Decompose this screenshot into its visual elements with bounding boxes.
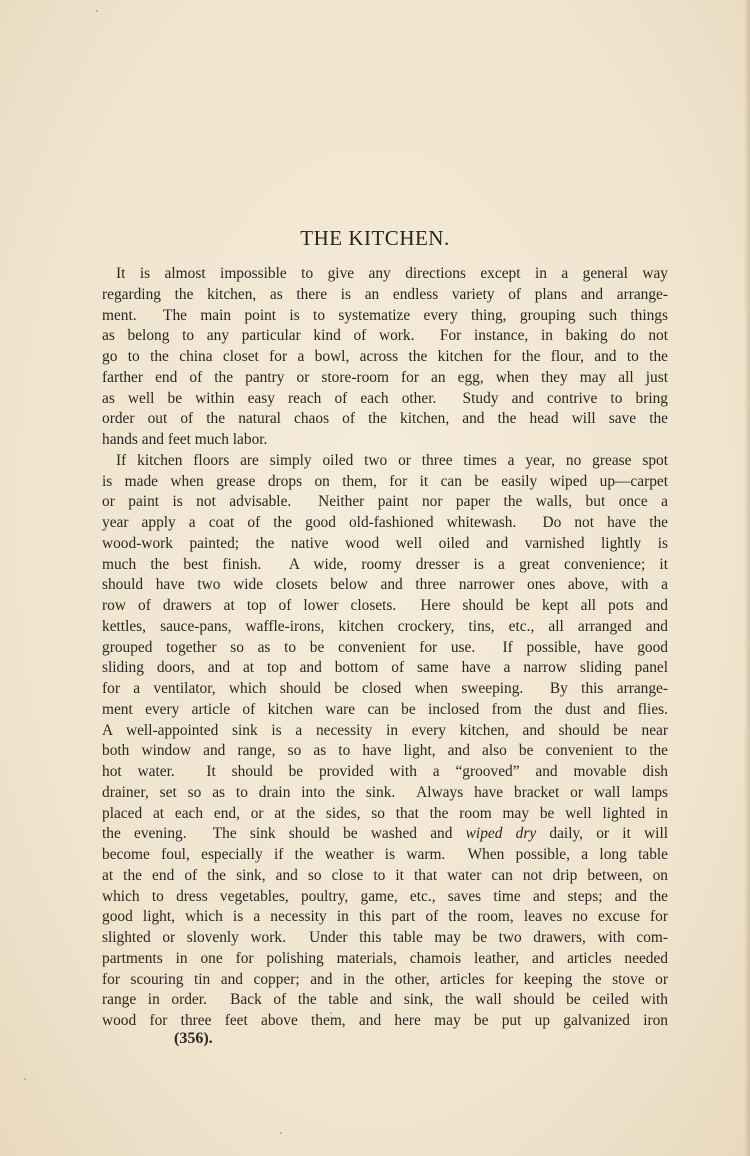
paper-speck [96,10,98,12]
text-line: much the best finish. A wide, roomy dresser is a great convenience; it [102,555,668,573]
text-line: at the end of the sink, and so close to it that water can not drip between, on [102,866,668,884]
text-line: regarding the kitchen, as there is an endless variety of plans and arrange- [102,285,668,303]
text-line: as well be within easy reach of each other. Study and contrive to bring [102,389,668,407]
text-line: range in order. Back of the table and sink, the wall should be ceiled with [102,991,668,1009]
paper-speck [24,1078,26,1080]
text-line: go to the china closet for a bowl, across the kitchen for the flour, and to the [102,348,668,365]
text-line: grouped together so as to be convenient for use. If possible, have good [102,638,668,656]
text-line: order out of the natural chaos of the kitchen, and the head will save the [102,410,668,428]
italic-run: wiped dry [465,825,537,843]
text-line: placed at each end, or at the sides, so that the room may be well lighted in [102,804,668,822]
text-line: ment every article of kitchen ware can be inclosed from the dust and flies. [102,700,668,718]
text-line: wood-work painted; the native wood well oiled and varnished lightly is [102,534,668,552]
text-line: should have two wide closets below and three narrower ones above, with a [102,576,668,594]
text-line: row of drawers at top of lower closets. Here should be kept all pots and [102,597,668,614]
text-line: sliding doors, and at top and bottom of same have a narrow sliding panel [102,659,668,677]
text-line: farther end of the pantry or store-room for an egg, when they may all just [102,368,668,386]
text-line: for scouring tin and copper; and in the other, articles for keeping the stove or [102,970,668,988]
page-edge-shadow [744,0,750,1156]
text-line: If kitchen floors are simply oiled two or three times a year, no grease spot [116,451,668,469]
text-line: slighted or slovenly work. Under this table may be two drawers, with com- [102,929,668,946]
text-line: both window and range, so as to have light, and also be convenient to the [102,742,668,760]
text-run: daily, or it will [536,825,669,843]
chapter-title: THE KITCHEN. [300,226,450,250]
text-line [102,824,668,845]
body-text [102,264,668,1032]
page-number: (356). [174,1030,213,1047]
text-line: hot water. It should be provided with a “grooved” and movable dish [102,763,668,780]
text-line: is made when grease drops on them, for it can be easily wiped up—carpet [102,472,668,490]
paper-speck [280,1132,282,1134]
text-line: drainer, set so as to drain into the sink. Always have bracket or wall lamps [102,783,668,801]
text-line: It is almost impossible to give any directions except in a general way [116,265,668,282]
text-line: kettles, sauce-pans, waffle-irons, kitchen crockery, tins, etc., all arranged and [102,617,668,635]
text-line: ment. The main point is to systematize every thing, grouping such things [102,306,668,324]
text-line: hands and feet much labor. [102,431,268,448]
text-line: good light, which is a necessity in this part of the room, leaves no excuse for [102,908,668,926]
text-line: for a ventilator, which should be closed when sweeping. By this arrange- [102,680,668,697]
text-line: partments in one for polishing materials, chamois leather, and articles needed [102,949,668,967]
text-line: year apply a coat of the good old-fashioned whitewash. Do not have the [102,514,668,531]
text-line: wood for three feet above them, and here may be put up galvanized iron [102,1012,668,1029]
text-line: which to dress vegetables, poultry, game, etc., saves time and steps; and the [102,887,668,905]
text-line: or paint is not advisable. Neither paint nor paper the walls, but once a [102,493,668,511]
text-run: the evening. The sink should be washed and [102,825,466,843]
text-line: A well-appointed sink is a necessity in every kitchen, and should be near [102,721,668,739]
text-line: as belong to any particular kind of work. For instance, in baking do not [102,327,668,345]
text-line: become foul, especially if the weather is warm. When possible, a long table [102,846,668,863]
